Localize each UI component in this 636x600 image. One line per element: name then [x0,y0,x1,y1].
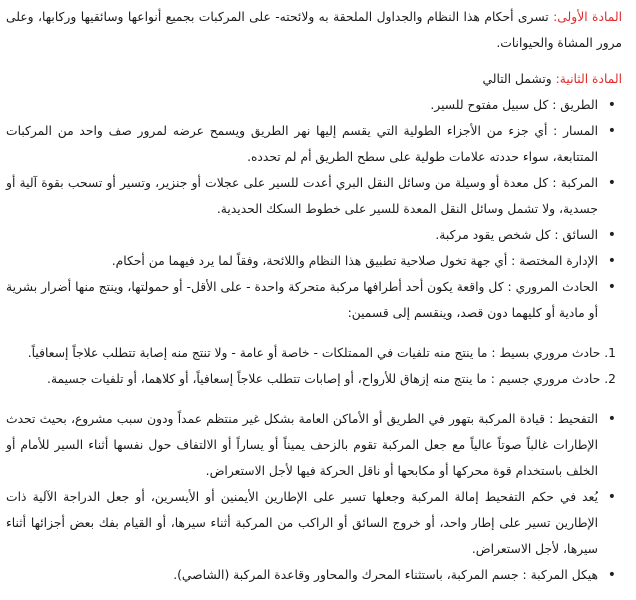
article-2 [6,66,622,92]
definition-item: • المسار : أي جزء من الأجزاء الطولية التي يقسم إليها نهر الطريق ويسمح عرضه لمرور صف واحد من المركبات المتتابعة، سواء حددته علامات طولية على سطح الطريق أم لم تحدده. [6,118,598,170]
definition-item: • الطريق : كل سبيل مفتوح للسير. [6,92,598,118]
article-1 [6,4,622,56]
definition-item: • المركبة : كل معدة أو وسيلة من وسائل النقل البري أعدت للسير على عجلات أو جنزير، وتسير أو تسحب بقوة آلية أو جسدية، ولا تشمل وسائل النقل المعدة للسير على خطوط السكك الحديدية. [6,170,598,222]
spacer [6,326,622,340]
accident-type-item: 1. حادث مروري بسيط : ما ينتج منه تلفيات في الممتلكات - خاصة أو عامة - ولا تنتج منه إصابة تتطلب علاجاً إسعافياً. [27,346,616,360]
spacer [6,392,622,406]
accident-type-item: 2. حادث مروري جسيم : ما ينتج منه إزهاق للأرواح، أو إصابات تتطلب علاجاً إسعافياً، أو كلاهما، أو تلفيات جسيمة. [47,372,616,386]
definition-item: • هيكل المركبة : جسم المركبة، باستثناء المحرك والمحاور وقاعدة المركبة (الشاصي). [6,562,598,588]
article-1-text: تسرى أحكام هذا النظام والجداول الملحقة به ولائحته- على المركبات بجميع أنواعها وسائقيها وركابها، وعلى مرور المشاة والحيوانات. [6,10,622,50]
article-1-heading: المادة الأولى: [553,10,622,24]
article-2-heading: المادة الثانية: [555,72,622,86]
definition-item: • التفحيط : قيادة المركبة بتهور في الطريق أو الأماكن العامة بشكل غير منتظم عمداً ودون سبب مشروع، بحيث تحدث الإطارات غالباً صوتاً عالياً مع جعل المركبة تقوم بالزحف يميناً أو يساراً أو الالتفاف حول نفسها أثناء السير للأمام أو الخلف باستخدام قوة محركها أو مكابحها أو ناقل الحركة فيها لأجل الاستعراض. [6,406,598,484]
accident-types-list [6,340,622,392]
article-2-text: وتشمل التالي [482,72,556,86]
definition-item: • يُعد في حكم التفحيط إمالة المركبة وجعلها تسير على الإطارين الأيمنين أو الأيسرين، أو جعل الدراجة الآلية ذات الإطارين تسير على إطار واحد، أو خروج السائق أو الراكب من المركبة أثناء سيرها، أو القيام بفك بعض أجزائها أثناء سيرها، لأجل الاستعراض. [6,484,598,562]
definition-item: • الإدارة المختصة : أي جهة تخول صلاحية تطبيق هذا النظام واللائحة، وفقاً لما يرد فيهما من أحكام. [6,248,598,274]
spacer [6,56,622,66]
definition-item: • الحادث المروري : كل واقعة يكون أحد أطرافها مركبة متحركة واحدة - على الأقل- أو حمولتها، وينتج منها أضرار بشرية أو مادية أو كليهما دون قصد، وينقسم إلى قسمين: [6,274,598,326]
definition-item: • السائق : كل شخص يقود مركبة. [6,222,598,248]
definitions-list [6,92,622,326]
more-definitions-list [6,406,622,588]
